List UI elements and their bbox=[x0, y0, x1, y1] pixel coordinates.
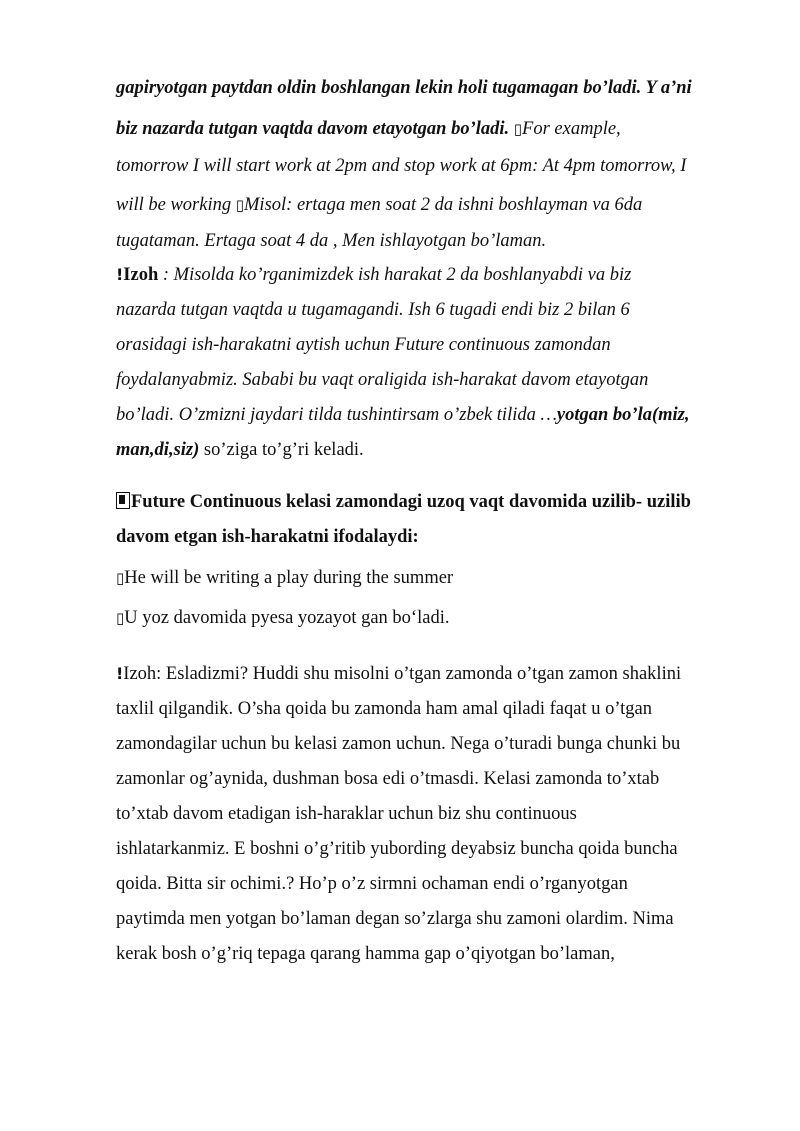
text-line: qoida. Bitta sir ochimi.? Ho’p o’z sirmni ochaman endi o’rganyotgan bbox=[116, 874, 628, 894]
text-line: zamondagilar uchun bu kelasi zamon uchun. Nega o’turadi bunga chunki bu bbox=[116, 734, 681, 754]
izoh-label: Izoh bbox=[123, 265, 159, 285]
text-line: nazarda tutgan vaqtda u tugamagandi. Ish 6 tugadi endi biz 2 bilan 6 bbox=[116, 300, 630, 320]
text-span: will be working bbox=[116, 195, 232, 215]
text-line: tomorrow I will start work at 2pm and stop work at 6pm: At 4pm tomorrow, I bbox=[116, 156, 687, 176]
exclamation-icon: ! bbox=[116, 265, 124, 284]
text-span: U yoz davomida pyesa yozayot gan bo‘ladi. bbox=[124, 608, 450, 628]
missing-glyph-icon: ▯ bbox=[235, 196, 245, 214]
text-span: yotgan bo’la(miz, bbox=[556, 405, 690, 425]
text-span: bo’ladi. O’zmizni jaydari tilda tushintirsam o’zbek tilida … bbox=[116, 405, 557, 425]
text-line: paytimda men yotgan bo’laman degan so’zlarga shu zamoni olardim. Nima bbox=[116, 909, 674, 929]
text-span: man,di,siz) bbox=[116, 440, 200, 460]
exclamation-icon: ! bbox=[116, 664, 124, 683]
text-line: orasidagi ish-harakatni aytish uchun Future continuous zamondan bbox=[116, 335, 611, 355]
text-line: ishlatarkanmiz. E boshni o’g’ritib yubording deyabsiz buncha qoida buncha bbox=[116, 839, 678, 859]
text-line bbox=[116, 403, 690, 427]
missing-glyph-icon: ▯ bbox=[513, 120, 523, 138]
text-span: : Misolda ko’rganimizdek ish harakat 2 da boshlanyabdi va biz bbox=[158, 265, 632, 285]
text-line: kerak bosh o’g’riq tepaga qarang hamma gap o’qiyotgan bo’laman, bbox=[116, 944, 615, 964]
missing-glyph-icon: ▯ bbox=[116, 569, 125, 587]
text-line bbox=[116, 193, 642, 217]
text-span: For example, bbox=[522, 119, 621, 139]
example-line bbox=[116, 606, 449, 630]
text-line bbox=[116, 263, 631, 287]
section-heading bbox=[116, 490, 691, 514]
text-span: Misol: ertaga men soat 2 da ishni boshlayman va 6da bbox=[244, 195, 643, 215]
text-span: Izoh: Esladizmi? Huddi shu misolni o’tgan zamonda o’tgan zamon shaklini bbox=[123, 664, 682, 684]
section-heading: davom etgan ish-harakatni ifodalaydi: bbox=[116, 527, 419, 547]
text-line: tugataman. Ertaga soat 4 da , Men ishlayotgan bo’laman. bbox=[116, 231, 547, 251]
text-line: taxlil qilgandik. O’sha qoida bu zamonda ham amal qiladi faqat u o’tgan bbox=[116, 699, 653, 719]
text-line: to’xtab davom etadigan ish-haraklar uchun biz shu continuous bbox=[116, 804, 577, 824]
text-span: biz nazarda tutgan vaqtda davom etayotgan bo’ladi. bbox=[116, 119, 510, 139]
text-line: gapiryotgan paytdan oldin boshlangan lekin holi tugamagan bo’ladi. Y a’ni bbox=[116, 78, 692, 98]
text-line: foydalanyabmiz. Sababi bu vaqt oraligida ish-harakat davom etayotgan bbox=[116, 370, 649, 390]
text-span: He will be writing a play during the summer bbox=[124, 568, 454, 588]
text-line: zamonlar og’aynida, dushman bosa edi o’tmasdi. Kelasi zamonda to’xtab bbox=[116, 769, 660, 789]
text-line bbox=[116, 438, 364, 462]
text-span: Future Continuous kelasi zamondagi uzoq vaqt davomida uzilib- uzilib bbox=[131, 492, 691, 512]
text-span: so’ziga to’g’ri keladi. bbox=[199, 440, 364, 460]
bullet-box-icon bbox=[116, 492, 130, 509]
example-line bbox=[116, 566, 453, 590]
missing-glyph-icon: ▯ bbox=[116, 609, 125, 627]
text-line bbox=[116, 117, 621, 141]
text-line bbox=[116, 662, 681, 686]
